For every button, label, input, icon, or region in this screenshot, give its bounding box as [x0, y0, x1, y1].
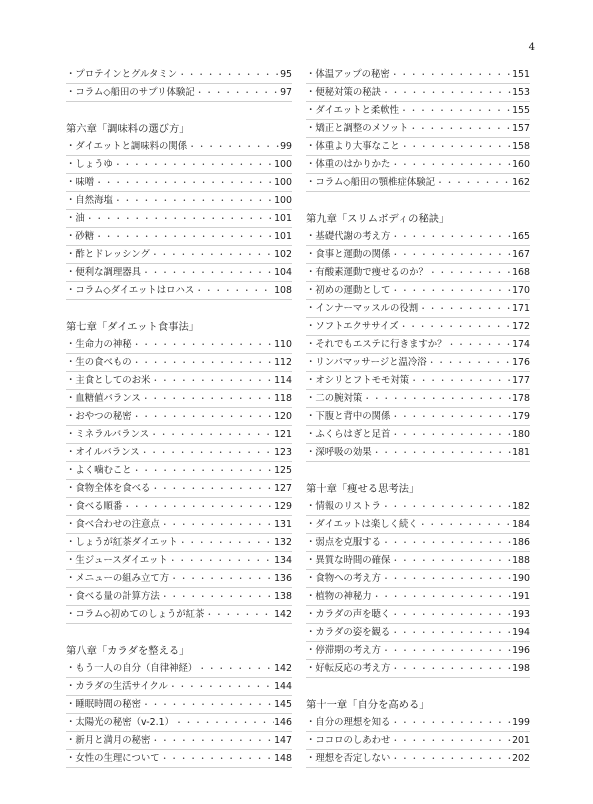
toc-entry-title: ・よく噛むこと	[66, 464, 132, 476]
dot-leader	[132, 336, 274, 354]
toc-entry-page: 110	[274, 338, 292, 350]
toc-entry-title: ・二の腕対策	[306, 392, 363, 404]
toc-entry-page: 100	[274, 176, 292, 188]
toc-entry	[66, 480, 292, 498]
dot-leader	[113, 192, 274, 210]
toc-entry-page: 125	[274, 464, 292, 476]
dot-leader	[409, 372, 512, 390]
dot-leader	[390, 228, 512, 246]
toc-entry-title: ・植物の神秘力	[306, 590, 372, 602]
toc-entry-page: 132	[274, 536, 292, 548]
toc-entry	[306, 570, 530, 588]
toc-entry	[66, 390, 292, 408]
toc-entry-title: ・コラム◇ダイエットはロハス	[66, 284, 195, 296]
chapter-heading: 第六章「調味料の選び方」	[66, 123, 190, 135]
toc-entry	[306, 120, 530, 138]
toc-entry	[306, 426, 530, 444]
toc-section	[306, 66, 530, 192]
toc-entry-title: ・ふくらはぎと足首	[306, 428, 391, 440]
dot-leader	[150, 732, 274, 750]
toc-entry-title: ・味噌	[66, 176, 95, 188]
dot-leader	[390, 66, 512, 84]
toc-entry-title: ・便利な調理器具	[66, 266, 142, 278]
toc-entry	[306, 228, 530, 246]
toc-entry-page: 155	[512, 104, 530, 116]
toc-entry-page: 176	[512, 356, 530, 368]
toc-entry	[66, 354, 292, 372]
toc-entry-page: 108	[274, 284, 292, 296]
dot-leader	[85, 210, 274, 228]
toc-entry-page: 178	[512, 392, 530, 404]
chapter-heading: 第七章「ダイエット食事法」	[66, 321, 200, 333]
dot-leader	[372, 588, 512, 606]
section-gap	[66, 102, 292, 120]
toc-entry-page: 142	[274, 608, 292, 620]
toc-entry-page: 160	[512, 158, 530, 170]
toc-entry	[306, 372, 530, 390]
toc-entry	[66, 138, 292, 156]
toc-entry-title: ・カラダの声を聴く	[306, 608, 391, 620]
toc-entry-page: 186	[512, 536, 530, 548]
toc-entry	[66, 660, 292, 678]
toc-entry-title: ・食物全体を食べる	[66, 482, 151, 494]
toc-entry	[306, 606, 530, 624]
toc-entry-page: 144	[274, 680, 292, 692]
toc-entry-title: ・オイルバランス	[66, 446, 140, 458]
toc-entry-title: ・下腹と背中の関係	[306, 410, 391, 422]
toc-entry	[66, 462, 292, 480]
dot-leader	[177, 66, 280, 84]
dot-leader	[435, 174, 512, 192]
toc-entry-title: ・ダイエットと調味料の関係	[66, 140, 188, 152]
toc-entry-title: ・ダイエットは楽しく続く	[306, 518, 418, 530]
dot-leader	[132, 354, 274, 372]
dot-leader	[390, 606, 512, 624]
toc-entry	[306, 588, 530, 606]
toc-entry	[306, 390, 530, 408]
toc-entry	[66, 714, 292, 732]
toc-entry-page: 100	[274, 158, 292, 170]
chapter-heading: 第九章「スリムボディの秘訣」	[306, 213, 450, 225]
toc-entry-title: ・ココロのしあわせ	[306, 734, 391, 746]
toc-entry-title: ・しょうが紅茶ダイエット	[66, 536, 178, 548]
toc-entry	[306, 264, 530, 282]
toc-entry-title: ・体温アップの秘密	[306, 68, 390, 80]
toc-entry-page: 102	[274, 248, 292, 260]
toc-entry-page: 157	[512, 122, 530, 134]
toc-entry-title: ・自分の理想を知る	[306, 716, 391, 728]
toc-entry	[66, 408, 292, 426]
toc-entry	[306, 408, 530, 426]
toc-entry-page: 174	[512, 338, 530, 350]
dot-leader	[400, 138, 512, 156]
toc-entry	[66, 210, 292, 228]
dot-leader	[390, 750, 512, 768]
toc-entry-title: ・便秘対策の秘訣	[306, 86, 382, 98]
dot-leader	[160, 588, 274, 606]
toc-entry	[66, 444, 292, 462]
toc-entry-page: 191	[512, 590, 530, 602]
section-gap	[66, 300, 292, 318]
dot-leader	[194, 282, 274, 300]
toc-entry-title: ・生命力の神秘	[66, 338, 132, 350]
toc-entry-title: ・弱点を克服する	[306, 536, 382, 548]
dot-leader	[428, 264, 512, 282]
dot-leader	[160, 516, 274, 534]
toc-entry	[306, 354, 530, 372]
dot-leader	[390, 426, 512, 444]
toc-entry-title: ・新月と満月の秘密	[66, 734, 151, 746]
dot-leader	[390, 282, 512, 300]
toc-entry-page: 104	[274, 266, 292, 278]
toc-entry-page: 158	[512, 140, 530, 152]
dot-leader	[381, 642, 512, 660]
toc-entry-page: 153	[512, 86, 530, 98]
toc-entry	[306, 732, 530, 750]
toc-entry	[306, 84, 530, 102]
toc-section	[66, 120, 292, 300]
toc-entry	[66, 228, 292, 246]
toc-entry-title: ・生の食べもの	[66, 356, 132, 368]
toc-entry-page: 114	[274, 374, 292, 386]
toc-entry	[66, 588, 292, 606]
toc-entry-title: ・体重より大事なこと	[306, 140, 400, 152]
toc-entry-title: ・油	[66, 212, 85, 224]
chapter-heading: 第八章「カラダを整える」	[66, 645, 190, 657]
section-gap	[306, 192, 530, 210]
toc-entry-page: 167	[512, 248, 530, 260]
dot-leader	[113, 156, 274, 174]
section-gap	[306, 462, 530, 480]
dot-leader	[122, 498, 274, 516]
toc-entry-title: ・主食としてのお米	[66, 374, 151, 386]
toc-entry-page: 134	[274, 554, 292, 566]
toc-entry	[306, 534, 530, 552]
toc-section	[66, 66, 292, 102]
toc-entry	[306, 246, 530, 264]
toc-entry-page: 181	[512, 446, 530, 458]
toc-entry-page: 131	[274, 518, 292, 530]
dot-leader	[390, 732, 512, 750]
toc-entry-page: 168	[512, 266, 530, 278]
toc-entry-page: 97	[280, 86, 292, 98]
dot-leader	[204, 606, 274, 624]
toc-entry-page: 172	[512, 320, 530, 332]
dot-leader	[399, 102, 512, 120]
toc-entry	[306, 282, 530, 300]
toc-entry-title: ・矯正と調整のメソット	[306, 122, 409, 134]
toc-entry-title: ・太陽光の秘密（v-2.1）	[66, 716, 174, 728]
toc-entry-page: 193	[512, 608, 530, 620]
toc-entry	[66, 552, 292, 570]
dot-leader	[381, 84, 512, 102]
toc-entry-title: ・食事と運動の関係	[306, 248, 391, 260]
dot-leader	[390, 624, 512, 642]
toc-entry-page: 118	[274, 392, 292, 404]
page-number: 4	[528, 42, 535, 53]
toc-entry-title: ・カラダの姿を観る	[306, 626, 391, 638]
dot-leader	[94, 228, 274, 246]
toc-entry-page: 148	[274, 752, 292, 764]
toc-entry-title: ・ダイエットと柔軟性	[306, 104, 399, 116]
dot-leader	[408, 120, 512, 138]
toc-entry-title: ・食物への考え方	[306, 572, 382, 584]
dot-leader	[390, 714, 512, 732]
dot-leader	[446, 336, 512, 354]
dot-leader	[418, 516, 512, 534]
toc-entry-page: 99	[280, 140, 292, 152]
toc-entry-page: 179	[512, 410, 530, 422]
toc-entry	[306, 498, 530, 516]
toc-entry-title: ・血糖値バランス	[66, 392, 141, 404]
dot-leader	[390, 156, 512, 174]
toc-entry	[66, 750, 292, 768]
dot-leader	[94, 174, 274, 192]
toc-entry-page: 142	[274, 662, 292, 674]
toc-entry-title: ・異質な時間の確保	[306, 554, 391, 566]
toc-entry-title: ・もう一人の自分（自律神経）	[66, 662, 198, 674]
toc-entry-page: 182	[512, 500, 530, 512]
dot-leader	[372, 444, 512, 462]
toc-entry	[306, 552, 530, 570]
toc-entry-page: 146	[274, 716, 292, 728]
toc-entry-title: ・停滞期の考え方	[306, 644, 382, 656]
toc-entry-title: ・オシリとフトモモ対策	[306, 374, 410, 386]
toc-entry-title: ・リンパマッサージと温冷浴	[306, 356, 427, 368]
toc-entry	[306, 624, 530, 642]
toc-entry-title: ・理想を否定しない	[306, 752, 391, 764]
toc-entry-page: 112	[274, 356, 292, 368]
toc-right-column	[306, 66, 530, 768]
toc-entry-page: 123	[274, 446, 292, 458]
dot-leader	[141, 390, 274, 408]
toc-entry-title: ・初めの運動として	[306, 284, 391, 296]
toc-entry-page: 199	[512, 716, 530, 728]
section-gap	[306, 678, 530, 696]
toc-entry-page: 196	[512, 644, 530, 656]
toc-entry	[66, 732, 292, 750]
toc-entry	[306, 336, 530, 354]
dot-leader	[141, 696, 274, 714]
dot-leader	[418, 300, 512, 318]
toc-entry-page: 100	[274, 194, 292, 206]
chapter-heading: 第十章「痩せる思考法」	[306, 483, 420, 495]
toc-entry-page: 120	[274, 410, 292, 422]
dot-leader	[390, 552, 512, 570]
toc-entry-title: ・酢とドレッシング	[66, 248, 150, 260]
toc-entry-title: ・女性の生理について	[66, 752, 160, 764]
toc-entry-title: ・プロテインとグルタミン	[66, 68, 178, 80]
toc-entry-title: ・食べ合わせの注意点	[66, 518, 160, 530]
toc-entry	[306, 714, 530, 732]
toc-entry-page: 145	[274, 698, 292, 710]
toc-entry	[66, 516, 292, 534]
toc-entry	[66, 66, 292, 84]
toc-entry-page: 171	[512, 302, 530, 314]
dot-leader	[132, 462, 274, 480]
toc-section	[66, 642, 292, 768]
dot-leader	[362, 390, 512, 408]
toc-entry	[306, 138, 530, 156]
toc-entry-page: 147	[274, 734, 292, 746]
toc-entry-page: 121	[274, 428, 292, 440]
toc-entry-page: 190	[512, 572, 530, 584]
dot-leader	[150, 246, 274, 264]
toc-entry	[306, 174, 530, 192]
dot-leader	[149, 426, 274, 444]
toc-entry	[306, 444, 530, 462]
dot-leader	[195, 84, 280, 102]
toc-entry-page: 202	[512, 752, 530, 764]
toc-entry	[66, 246, 292, 264]
toc-entry	[306, 66, 530, 84]
toc-entry-title: ・砂糖	[66, 230, 95, 242]
dot-leader	[150, 372, 274, 390]
toc-entry-page: 201	[512, 734, 530, 746]
toc-section	[306, 210, 530, 462]
toc-entry	[306, 516, 530, 534]
toc-entry	[66, 696, 292, 714]
dot-leader	[150, 480, 274, 498]
dot-leader	[141, 264, 274, 282]
toc-entry-title: ・食べる量の計算方法	[66, 590, 160, 602]
dot-leader	[381, 498, 512, 516]
toc-entry	[66, 426, 292, 444]
toc-entry-title: ・おやつの秘密	[66, 410, 132, 422]
dot-leader	[168, 678, 274, 696]
dot-leader	[174, 714, 274, 732]
toc-entry-title: ・自然海塩	[66, 194, 113, 206]
toc-entry	[66, 264, 292, 282]
dot-leader	[197, 660, 274, 678]
dot-leader	[160, 750, 275, 768]
toc-entry	[306, 750, 530, 768]
toc-entry-page: 136	[274, 572, 292, 584]
toc-entry-title: ・カラダの生活サイクル	[66, 680, 168, 692]
toc-entry-title: ・深呼吸の効果	[306, 446, 372, 458]
toc-entry-page: 101	[274, 230, 292, 242]
toc-entry	[66, 282, 292, 300]
toc-entry	[306, 102, 530, 120]
toc-entry	[306, 300, 530, 318]
toc-entry	[66, 84, 292, 102]
toc-entry-page: 198	[512, 662, 530, 674]
toc-entry-title: ・情報のリストラ	[306, 500, 381, 512]
toc-entry-title: ・基礎代謝の考え方	[306, 230, 391, 242]
toc-entry	[66, 678, 292, 696]
toc-entry-page: 170	[512, 284, 530, 296]
toc-entry-page: 188	[512, 554, 530, 566]
toc-section	[66, 318, 292, 624]
toc-entry-title: ・睡眠時間の秘密	[66, 698, 142, 710]
toc-entry-title: ・食べる順番	[66, 500, 123, 512]
toc-entry-page: 177	[512, 374, 530, 386]
toc-entry-page: 180	[512, 428, 530, 440]
toc-entry	[66, 570, 292, 588]
toc-entry	[66, 192, 292, 210]
toc-entry-title: ・しょうゆ	[66, 158, 113, 170]
toc-left-column	[66, 66, 292, 768]
toc-entry-page: 165	[512, 230, 530, 242]
toc-entry-title: ・体重のはかりかた	[306, 158, 391, 170]
toc-entry-title: ・コラム◇船田の顎椎症体験記	[306, 176, 435, 188]
toc-entry-page: 138	[274, 590, 292, 602]
toc-entry	[66, 336, 292, 354]
dot-leader	[390, 246, 512, 264]
toc-entry	[66, 372, 292, 390]
toc-entry	[66, 498, 292, 516]
dot-leader	[427, 354, 512, 372]
toc-entry-title: ・ミネラルバランス	[66, 428, 150, 440]
dot-leader	[132, 408, 274, 426]
toc-entry-page: 151	[512, 68, 530, 80]
toc-entry-page: 127	[274, 482, 292, 494]
toc-entry-title: ・ソフトエクササイズ	[306, 320, 399, 332]
toc-entry	[66, 534, 292, 552]
dot-leader	[381, 534, 512, 552]
toc-entry	[306, 642, 530, 660]
toc-entry	[306, 660, 530, 678]
toc-entry-title: ・インナーマッスルの役割	[306, 302, 419, 314]
toc-entry-title: ・コラム◇初めてのしょうが紅茶	[66, 608, 205, 620]
chapter-heading: 第十一章「自分を高める」	[306, 699, 430, 711]
toc-section	[306, 480, 530, 678]
toc-entry-page: 162	[512, 176, 530, 188]
toc-entry-title: ・好転反応の考え方	[306, 662, 391, 674]
toc-entry-page: 95	[280, 68, 292, 80]
toc-entry	[66, 606, 292, 624]
toc-section	[306, 696, 530, 768]
toc-entry	[306, 156, 530, 174]
section-gap	[66, 624, 292, 642]
toc-entry-page: 101	[274, 212, 292, 224]
dot-leader	[399, 318, 512, 336]
toc-entry-title: ・メニューの組み立て方	[66, 572, 170, 584]
toc-entry	[306, 318, 530, 336]
toc-entry-title: ・それでもエステに行きますか？	[306, 338, 447, 350]
dot-leader	[381, 570, 512, 588]
dot-leader	[140, 444, 275, 462]
toc-entry	[66, 156, 292, 174]
dot-leader	[168, 552, 274, 570]
dot-leader	[390, 660, 512, 678]
toc-entry	[66, 174, 292, 192]
toc-entry-page: 194	[512, 626, 530, 638]
toc-entry-page: 129	[274, 500, 292, 512]
dot-leader	[187, 138, 280, 156]
dot-leader	[178, 534, 274, 552]
dot-leader	[169, 570, 274, 588]
toc-entry-page: 184	[512, 518, 530, 530]
dot-leader	[390, 408, 512, 426]
toc-entry-title: ・コラム◇船田のサプリ体験記	[66, 86, 195, 98]
toc-entry-title: ・生ジュースダイエット	[66, 554, 168, 566]
toc-entry-title: ・有酸素運動で痩せるのか？	[306, 266, 428, 278]
